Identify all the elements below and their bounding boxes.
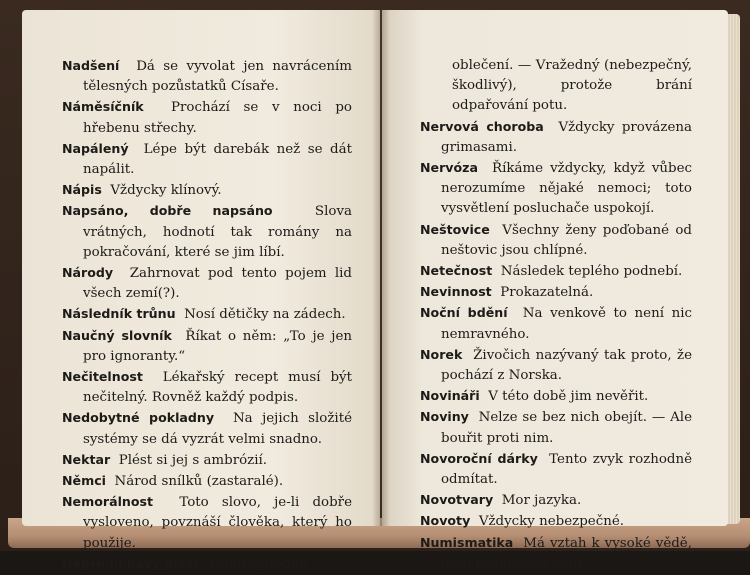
entry-term: Noční bdění xyxy=(420,305,508,321)
entry-definition: Na venkově to není nic nemravného. xyxy=(441,306,693,342)
entry-definition: Národ snílků (zastaralé). xyxy=(114,474,284,490)
entry-definition: Má vztah k vysoké vědě, budí nesmírnou úctu. xyxy=(441,535,692,571)
entry-definition: Všechny ženy poďobané od neštovic jsou chlípné. xyxy=(441,222,692,258)
entry-definition: Velmi výhodné xyxy=(208,556,308,572)
entry-definition: Mor jazyka. xyxy=(501,493,582,509)
entry-term: Nevinnost xyxy=(420,284,492,300)
entry-term: Nadšení xyxy=(62,58,120,73)
entry-definition: Lékařský recept musí být nečitelný. Rovněž každý podpis. xyxy=(83,370,353,406)
entry-term: Němci xyxy=(62,473,106,489)
entry-term: Numismatika xyxy=(420,534,514,550)
entry-definition: Prochází se v noci po hřebenu střechy. xyxy=(83,100,352,136)
dictionary-entry xyxy=(420,220,692,261)
dictionary-entry xyxy=(420,282,692,303)
dictionary-entry xyxy=(420,261,692,282)
entry-term: Náměsíčník xyxy=(62,99,144,115)
dictionary-entry xyxy=(62,408,352,449)
dictionary-entry xyxy=(420,490,692,511)
entry-term: Nedobytné pokladny xyxy=(62,410,215,426)
entry-definition: Prokazatelná. xyxy=(500,285,594,301)
right-page xyxy=(382,10,728,571)
entry-definition: Toto slovo, je-li dobře vysloveno, povznáší člověka, který ho použije. xyxy=(83,495,352,551)
entry-term: Nemorálnost xyxy=(62,494,154,510)
entry-definition: Lépe být darebák než se dát napálit. xyxy=(83,141,352,178)
right-page-entries xyxy=(382,10,728,574)
left-page xyxy=(22,10,380,572)
entry-term: Napálený xyxy=(62,140,129,156)
left-page-entries xyxy=(22,10,380,575)
dictionary-entry xyxy=(420,407,692,448)
entry-definition: Nelze se bez nich obejít. — Ale bouřit proti nim. xyxy=(441,410,692,446)
dictionary-entry xyxy=(420,117,692,158)
book-gutter xyxy=(372,10,390,526)
entry-definition: Vždycky klínový. xyxy=(110,183,222,199)
entry-term: Norek xyxy=(420,346,463,362)
entry-definition: Vždycky provázena grimasami. xyxy=(441,119,692,155)
entry-term: Národy xyxy=(62,265,114,281)
entry-definition: Plést si jej s ambrózií. xyxy=(118,452,268,468)
entry-definition: Slova vrátných, hodnotí tak romány na pokračování, které se jim líbí. xyxy=(83,204,352,260)
dictionary-entry xyxy=(420,449,692,490)
entry-definition: V této době jim nevěřit. xyxy=(488,389,649,405)
dictionary-entry xyxy=(420,386,692,407)
entry-term: Nepromokavý plášť xyxy=(62,555,200,571)
entry-term: Nápis xyxy=(62,182,102,198)
entry-term: Nervová choroba xyxy=(420,118,544,134)
entry-term: Naučný slovník xyxy=(62,327,172,343)
dictionary-entry xyxy=(420,158,692,220)
dictionary-entry xyxy=(420,345,692,386)
entry-term: Novináři xyxy=(420,388,480,404)
entry-term: Netečnost xyxy=(420,263,493,279)
dictionary-entry xyxy=(62,450,352,471)
entry-term: Neštovice xyxy=(420,221,490,237)
dictionary-entry xyxy=(420,533,692,574)
entry-definition: Zahrnovat pod tento pojem lid všech zemí(?). xyxy=(83,266,353,302)
dictionary-entry xyxy=(62,554,352,575)
dictionary-entry xyxy=(62,326,352,367)
dictionary-entry xyxy=(420,511,692,532)
dictionary-entry xyxy=(62,304,352,325)
entry-term: Novoty xyxy=(420,513,471,529)
entry-definition: Říkat o něm: „To je jen pro ignoranty.“ xyxy=(83,328,352,364)
dictionary-entry xyxy=(62,97,352,138)
entry-term: Následník trůnu xyxy=(62,306,176,322)
entry-definition: Tento zvyk rozhodně odmítat. xyxy=(441,451,692,488)
entry-definition: Říkáme vždycky, když vůbec nerozumíme nějaké nemoci; toto vysvětlení posluchače uspokojí. xyxy=(441,161,692,217)
continued-definition: oblečení. — Vražedný (nebezpečný, škodlivý), protože brání odpařování potu. xyxy=(452,58,692,114)
page-stack-edge xyxy=(726,14,740,524)
entry-term: Noviny xyxy=(420,409,469,425)
entry-definition: Živočich nazývaný tak proto, že pochází z Norska. xyxy=(441,347,692,384)
entry-definition: Vždycky nebezpečné. xyxy=(478,514,625,530)
dictionary-entry xyxy=(62,139,352,180)
dictionary-entry xyxy=(62,56,352,97)
dictionary-entry xyxy=(420,303,692,344)
entry-term: Nektar xyxy=(62,451,111,467)
dictionary-entry xyxy=(62,180,352,201)
entry-term: Novoroční dárky xyxy=(420,450,538,466)
dictionary-entry xyxy=(62,367,352,408)
dictionary-entry xyxy=(62,201,352,263)
dictionary-entry xyxy=(62,492,352,554)
entry-definition: Nosí dětičky na zádech. xyxy=(184,307,346,323)
entry-term: Novotvary xyxy=(420,492,494,508)
entry-term: Nervóza xyxy=(420,160,478,176)
entry-definition: Následek teplého podnebí. xyxy=(500,264,683,280)
dictionary-entry xyxy=(62,263,352,304)
entry-term: Napsáno, dobře napsáno xyxy=(62,203,273,219)
entry-definition: Dá se vyvolat jen navrácením tělesných pozůstatků Císaře. xyxy=(83,59,353,95)
dictionary-entry xyxy=(62,471,352,492)
entry-term: Nečitelnost xyxy=(62,369,143,385)
entry-definition: Na jejich složité systémy se dá vyzrát velmi snadno. xyxy=(83,411,353,447)
